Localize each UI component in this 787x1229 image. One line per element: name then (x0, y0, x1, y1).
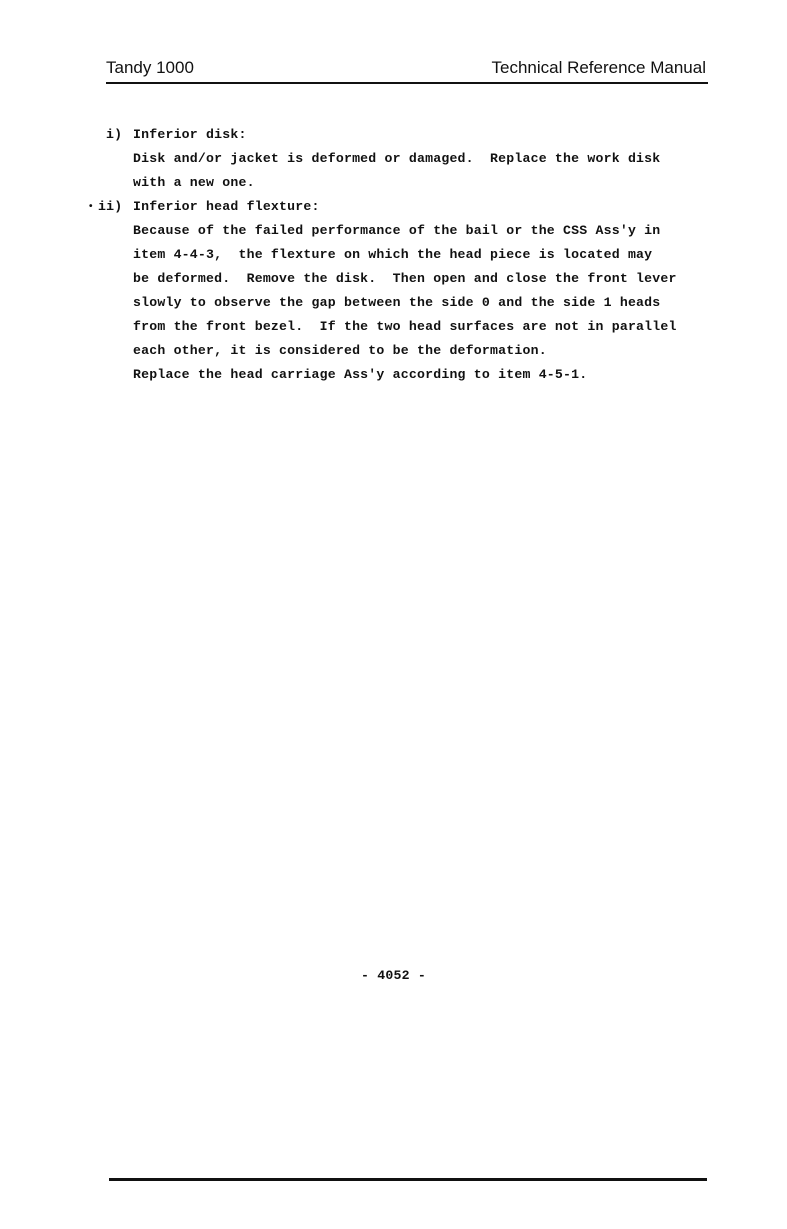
item-text-line: slowly to observe the gap between the side 0 and the side 1 heads (133, 295, 661, 310)
header-rule (106, 82, 708, 84)
margin-mark-icon: • (89, 201, 93, 212)
header-manual-title: Technical Reference Manual (491, 58, 706, 77)
item-text-line: each other, it is considered to be the deformation. (133, 343, 547, 358)
page-header (106, 58, 706, 82)
item-text-line: be deformed. Remove the disk. Then open and close the front lever (133, 271, 677, 286)
item-text-line: Replace the head carriage Ass'y according to item 4-5-1. (133, 367, 588, 382)
item-label: i) (106, 127, 123, 142)
item-title: Inferior disk: (133, 127, 247, 142)
item-text-line: with a new one. (133, 175, 255, 190)
header-product-name: Tandy 1000 (106, 58, 194, 77)
item-title: Inferior head flexture: (133, 199, 320, 214)
item-text-line: item 4-4-3, the flexture on which the head piece is located may (133, 247, 653, 262)
item-text-line: Disk and/or jacket is deformed or damaged. Replace the work disk (133, 151, 661, 166)
page-number: - 4052 - (361, 968, 426, 983)
item-label: ii) (98, 199, 123, 214)
footer-rule (109, 1178, 707, 1181)
item-text-line: Because of the failed performance of the bail or the CSS Ass'y in (133, 223, 661, 238)
item-text-line: from the front bezel. If the two head surfaces are not in parallel (133, 319, 677, 334)
